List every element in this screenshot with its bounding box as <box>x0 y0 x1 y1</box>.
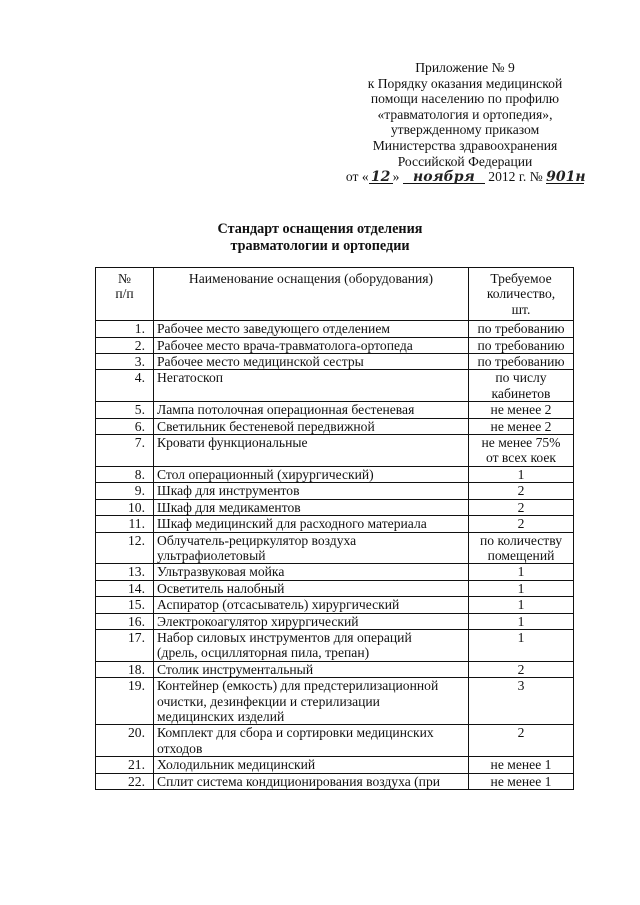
required-quantity <box>469 516 574 532</box>
cell-line: Рабочее место медицинской сестры <box>157 354 364 370</box>
appendix-line: «травматология и ортопедия», <box>377 106 553 122</box>
equipment-name <box>154 773 469 789</box>
required-quantity <box>469 597 574 613</box>
table-row <box>96 370 574 402</box>
required-quantity <box>469 661 574 677</box>
cell-line: 2 <box>517 661 525 677</box>
cell-line: по требованию <box>477 321 565 337</box>
required-quantity <box>469 725 574 757</box>
cell-line: 1 <box>517 629 525 645</box>
cell-line: не менее 2 <box>490 402 552 418</box>
equipment-name <box>154 483 469 499</box>
appendix-line: утвержденному приказом <box>390 122 540 138</box>
cell-line: по требованию <box>477 337 565 353</box>
cell-line: помещений <box>487 547 555 563</box>
row-number: 20. <box>96 725 154 757</box>
cell-line: Столик инструментальный <box>157 661 314 677</box>
cell-line: Шкаф для инструментов <box>157 483 300 499</box>
equipment-name <box>154 757 469 773</box>
cell-line: по числу <box>495 370 547 386</box>
table-row <box>96 337 574 353</box>
header-name: Наименование оснащения (оборудования) <box>154 268 469 321</box>
header-qty <box>469 268 574 321</box>
date-prefix: от « <box>345 169 369 185</box>
required-quantity <box>469 483 574 499</box>
cell-line: Электрокоагулятор хирургический <box>157 613 359 629</box>
cell-line: от всех коек <box>485 450 557 466</box>
table-row <box>96 725 574 757</box>
cell-line: 1 <box>517 466 525 482</box>
row-number: 19. <box>96 678 154 725</box>
equipment-name <box>154 516 469 532</box>
equipment-name <box>154 321 469 337</box>
row-number: 11. <box>96 516 154 532</box>
handwritten-order-number: 901н <box>546 169 586 186</box>
required-quantity <box>469 532 574 564</box>
cell-line: кабинетов <box>491 385 551 401</box>
appendix-line: Российской Федерации <box>397 153 533 169</box>
table-row <box>96 629 574 661</box>
required-quantity <box>469 499 574 515</box>
cell-line: (дрель, осцилляторная пила, трепан) <box>157 645 370 661</box>
row-number: 6. <box>96 418 154 434</box>
table-row <box>96 516 574 532</box>
cell-line: Негатоскоп <box>157 370 224 386</box>
row-number: 15. <box>96 597 154 613</box>
cell-line: Облучатель-рециркулятор воздуха <box>157 532 357 548</box>
required-quantity <box>469 402 574 418</box>
cell-line: Набор силовых инструментов для операций <box>157 629 412 645</box>
date-quote-close: » <box>392 169 400 185</box>
table-row <box>96 678 574 725</box>
required-quantity <box>469 613 574 629</box>
cell-line: медицинских изделий <box>157 708 285 724</box>
table-row <box>96 499 574 515</box>
cell-line: отходов <box>157 740 203 756</box>
cell-line: очистки, дезинфекции и стерилизации <box>157 693 380 709</box>
cell-line: 2 <box>517 499 525 515</box>
equipment-name <box>154 597 469 613</box>
cell-line: 2 <box>517 516 525 532</box>
equipment-name <box>154 354 469 370</box>
row-number: 12. <box>96 532 154 564</box>
required-quantity <box>469 321 574 337</box>
row-number: 10. <box>96 499 154 515</box>
equipment-name <box>154 418 469 434</box>
row-number: 18. <box>96 661 154 677</box>
table-row <box>96 757 574 773</box>
cell-line: не менее 2 <box>490 418 552 434</box>
document-title <box>150 221 490 254</box>
table-row <box>96 661 574 677</box>
cell-line: Стол операционный (хирургический) <box>157 466 374 482</box>
handwritten-month: ноября <box>413 169 475 186</box>
cell-line: Холодильник медицинский <box>157 757 316 773</box>
required-quantity <box>469 435 574 467</box>
equipment-name <box>154 337 469 353</box>
row-number: 17. <box>96 629 154 661</box>
table-row <box>96 402 574 418</box>
row-number: 2. <box>96 337 154 353</box>
required-quantity <box>469 773 574 789</box>
table-row <box>96 564 574 580</box>
title-line: травматологии и ортопедии <box>230 237 410 254</box>
cell-line: шт. <box>511 301 531 317</box>
appendix-line: к Порядку оказания медицинской <box>367 75 563 91</box>
row-number: 8. <box>96 466 154 482</box>
row-number: 9. <box>96 483 154 499</box>
order-date-line <box>336 169 594 185</box>
equipment-name <box>154 580 469 596</box>
date-year: 2012 г. № <box>488 169 543 185</box>
equipment-name <box>154 499 469 515</box>
cell-line: Контейнер (емкость) для предстерилизационной <box>157 678 439 694</box>
required-quantity <box>469 466 574 482</box>
row-number: 4. <box>96 370 154 402</box>
required-quantity <box>469 370 574 402</box>
required-quantity <box>469 678 574 725</box>
equipment-name <box>154 661 469 677</box>
header-num <box>96 268 154 321</box>
cell-line: № <box>118 271 131 286</box>
table-row <box>96 418 574 434</box>
table-header-row <box>96 268 574 321</box>
equipment-name <box>154 629 469 661</box>
cell-line: Рабочее место заведующего отделением <box>157 321 390 337</box>
table-row <box>96 483 574 499</box>
cell-line: Аспиратор (отсасыватель) хирургический <box>157 597 400 613</box>
cell-line: Сплит система кондиционирования воздуха (при <box>157 773 441 789</box>
cell-line: по количеству <box>480 532 562 548</box>
equipment-name <box>154 532 469 564</box>
cell-line: Кровати функциональные <box>157 435 308 451</box>
cell-line: 1 <box>517 580 525 596</box>
required-quantity <box>469 757 574 773</box>
cell-line: не менее 1 <box>490 757 552 773</box>
cell-line: Шкаф медицинский для расходного материала <box>157 516 427 532</box>
cell-line: Лампа потолочная операционная бестеневая <box>157 402 415 418</box>
appendix-line: Министерства здравоохранения <box>372 137 558 153</box>
row-number: 14. <box>96 580 154 596</box>
required-quantity <box>469 354 574 370</box>
row-number: 5. <box>96 402 154 418</box>
cell-line: Ультразвуковая мойка <box>157 564 285 580</box>
row-number: 1. <box>96 321 154 337</box>
equipment-name <box>154 402 469 418</box>
cell-line: 1 <box>517 564 525 580</box>
equipment-name <box>154 678 469 725</box>
cell-line: Шкаф для медикаментов <box>157 499 301 515</box>
cell-line: ультрафиолетовый <box>157 547 266 563</box>
cell-line: по требованию <box>477 354 565 370</box>
cell-line: Требуемое <box>490 271 552 286</box>
appendix-line: помощи населению по профилю <box>370 91 560 107</box>
appendix-header <box>336 60 594 185</box>
cell-line: Осветитель налобный <box>157 580 285 596</box>
table-row <box>96 613 574 629</box>
equipment-name <box>154 564 469 580</box>
table-row <box>96 435 574 467</box>
equipment-name <box>154 613 469 629</box>
cell-line: Светильник бестеневой передвижной <box>157 418 375 434</box>
table-row <box>96 466 574 482</box>
cell-line: п/п <box>115 286 134 302</box>
table-row <box>96 773 574 789</box>
required-quantity <box>469 564 574 580</box>
equipment-name <box>154 725 469 757</box>
cell-line: 1 <box>517 597 525 613</box>
row-number: 13. <box>96 564 154 580</box>
equipment-name <box>154 466 469 482</box>
row-number: 16. <box>96 613 154 629</box>
table-row <box>96 597 574 613</box>
cell-line: 1 <box>517 613 525 629</box>
row-number: 3. <box>96 354 154 370</box>
appendix-line: Приложение № 9 <box>415 60 515 75</box>
title-line: Стандарт оснащения отделения <box>217 221 423 237</box>
required-quantity <box>469 629 574 661</box>
equipment-table <box>95 267 574 790</box>
row-number: 22. <box>96 773 154 789</box>
cell-line: не менее 75% <box>481 435 561 451</box>
table-row <box>96 580 574 596</box>
cell-line: Рабочее место врача-травматолога-ортопеда <box>157 337 413 353</box>
equipment-name <box>154 370 469 402</box>
cell-line: 3 <box>517 678 525 694</box>
row-number: 7. <box>96 435 154 467</box>
row-number: 21. <box>96 757 154 773</box>
table-row <box>96 532 574 564</box>
table-row <box>96 321 574 337</box>
required-quantity <box>469 580 574 596</box>
cell-line: 2 <box>517 725 525 741</box>
equipment-name <box>154 435 469 467</box>
table-row <box>96 354 574 370</box>
cell-line: количество, <box>486 286 556 302</box>
cell-line: не менее 1 <box>490 773 552 789</box>
required-quantity <box>469 337 574 353</box>
required-quantity <box>469 418 574 434</box>
cell-line: Комплект для сбора и сортировки медицинских <box>157 725 434 741</box>
cell-line: 2 <box>517 483 525 499</box>
handwritten-day: 12 <box>370 169 391 186</box>
